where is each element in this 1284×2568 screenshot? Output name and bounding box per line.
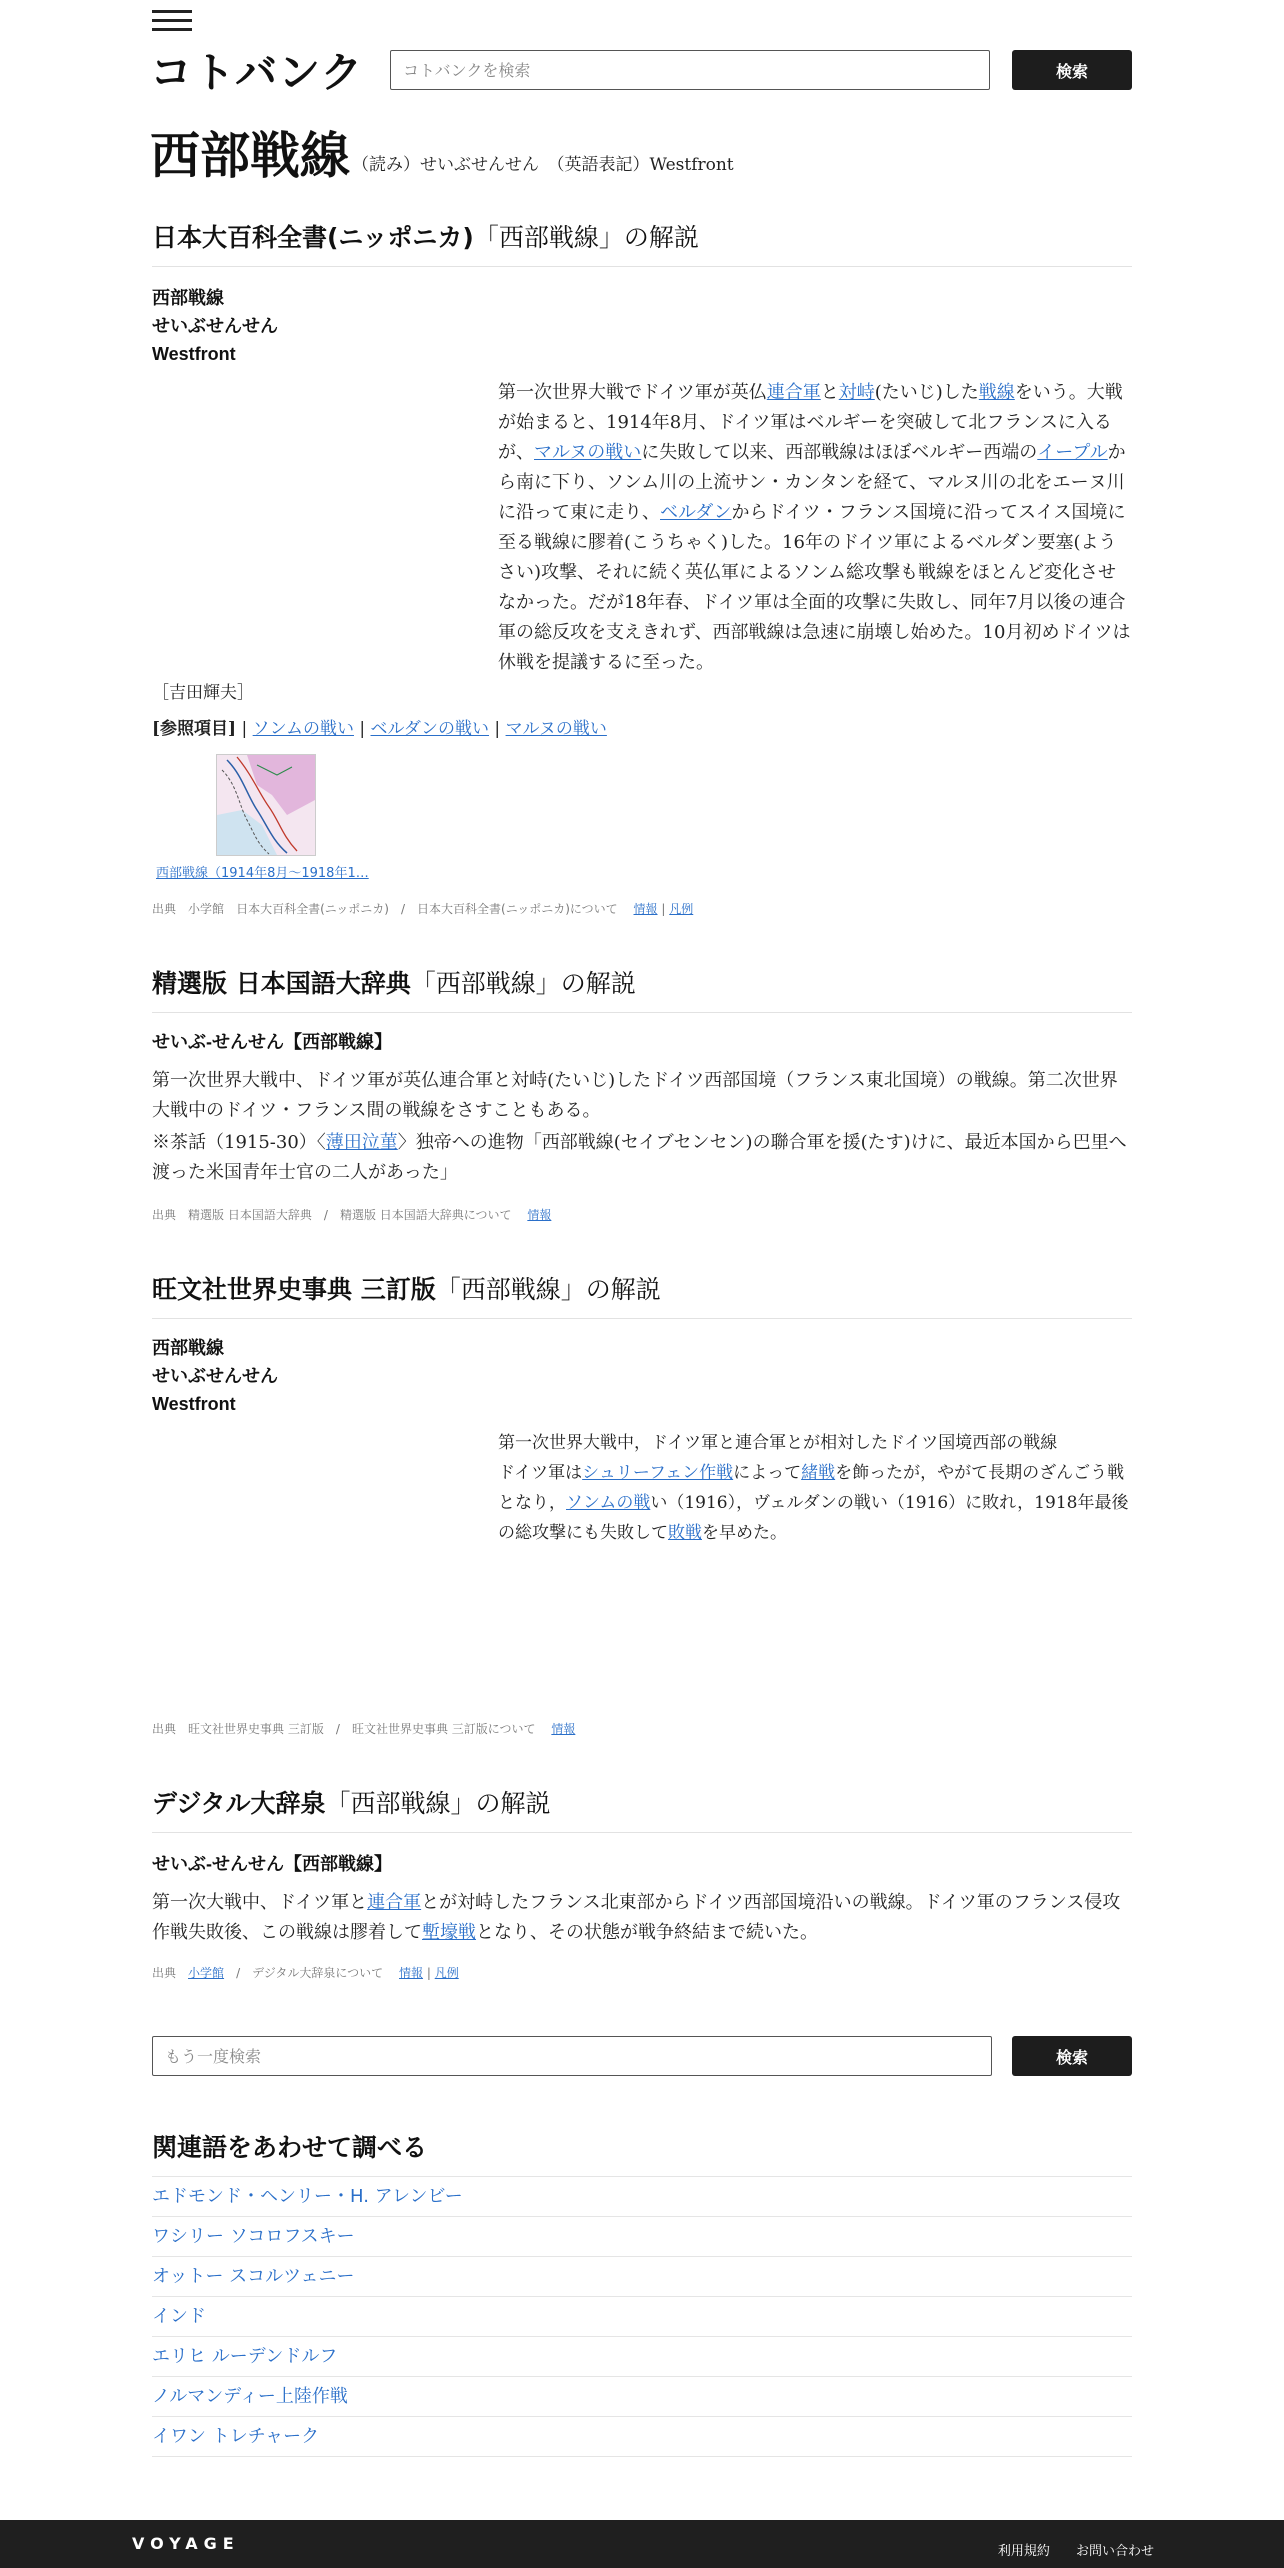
section-title-seisen: 精選版 日本国語大辞典「西部戦線」の解説 xyxy=(152,964,1132,1013)
reading-label: （読み）せいぶせんせん （英語表記）Westfront xyxy=(352,155,734,175)
ref-somme[interactable]: ソンムの戦い xyxy=(252,719,354,739)
link-shosen[interactable]: 緒戦 xyxy=(801,1463,836,1483)
footer-logo[interactable]: VOYAGE xyxy=(132,2534,240,2553)
link-schlieffen[interactable]: シュリーフェン作戦 xyxy=(582,1463,734,1483)
footer-link-contact[interactable]: お問い合わせ xyxy=(1075,2544,1154,2559)
link-marne[interactable]: マルヌの戦い xyxy=(534,442,642,463)
source-line-nipponica: 出典 小学館 日本大百科全書(ニッポニカ) / 日本大百科全書(ニッポニカ)について 情報 | 凡例 xyxy=(152,902,694,916)
related-item[interactable]: インド xyxy=(152,2297,1132,2337)
section-title-nipponica: 日本大百科全書(ニッポニカ)「西部戦線」の解説 xyxy=(152,218,1132,267)
related-item[interactable]: ワシリー ソコロフスキー xyxy=(152,2217,1132,2257)
related-item[interactable]: イワン トレチャーク xyxy=(152,2417,1132,2457)
entry-reading: せいぶせんせん xyxy=(152,316,278,336)
entry-head: 西部戦線 xyxy=(152,288,224,308)
link-rengougun[interactable]: 連合軍 xyxy=(766,382,821,403)
ref-verdun[interactable]: ベルダンの戦い xyxy=(370,719,490,739)
info-link[interactable]: 情報 xyxy=(551,1722,576,1736)
seisen-quote: ※茶話（1915‐30）〈薄田泣菫〉独帝への進物「西部戦線(セイブセンセン)の聯合軍を援(たす)けに、最近本国から巴里へ渡った米国青年士官の二人があった」 xyxy=(152,1132,1127,1183)
bottom-search-button[interactable]: 検索 xyxy=(1012,2036,1132,2076)
info-link[interactable]: 情報 xyxy=(527,1208,552,1222)
obunsha-body: ドイツ軍はシュリーフェン作戦によって緒戦を飾ったが，やがて長期のざんごう戦となり，ソンムの戦い（1916），ヴェルダンの戦い（1916）に敗れ，1918年最後の総攻撃にも失敗して敗戦を早めた。 xyxy=(498,1463,1129,1543)
footer xyxy=(0,2520,1284,2568)
hamburger-menu-icon[interactable] xyxy=(152,10,192,32)
legend-link[interactable]: 凡例 xyxy=(669,902,694,916)
link-ypres[interactable]: イープル xyxy=(1037,442,1108,463)
nipponica-body: 第一次世界大戦でドイツ軍が英仏連合軍と対峙(たいじ)した戦線をいう。大戦が始まると、1914年8月、ドイツ軍はベルギーを突破して北フランスに入るが、マルヌの戦いに失敗して以来、西部戦線はほぼベルギー西端のイープルから南に下り、ソンム川の上流サン・カンタンを経て、マルヌ川の北をエーヌ川に沿って東に走り、ベルダンからドイツ・フランス国境に沿ってスイス国境に至る戦線に膠着(こうちゃく)した。16年のドイツ軍によるベルダン要塞(ようさい)攻撃、それに続く英仏軍によるソンム総攻撃も戦線をほとんど変化させなかった。だが18年春、ドイツ軍は全面的攻撃に失敗し、同年7月以後の連合軍の総反攻を支えきれず、西部戦線は急速に崩壊し始めた。10月初めドイツは休戦を提議するに至った。 xyxy=(498,382,1131,673)
page-title: 西部戦線 xyxy=(150,127,350,185)
search-input[interactable] xyxy=(390,50,990,90)
source-line-seisen: 出典 精選版 日本国語大辞典 / 精選版 日本国語大辞典について 情報 xyxy=(152,1208,552,1222)
map-thumbnail[interactable] xyxy=(216,754,316,856)
section-title-digital: デジタル大辞泉「西部戦線」の解説 xyxy=(152,1784,1132,1833)
entry-head: せいぶ‐せんせん【西部戦線】 xyxy=(152,1854,392,1874)
section-title-obunsha: 旺文社世界史事典 三訂版「西部戦線」の解説 xyxy=(152,1270,1132,1319)
site-logo[interactable]: コトバンク xyxy=(150,48,364,97)
link-rengougun-2[interactable]: 連合軍 xyxy=(367,1892,422,1913)
author: ［吉田輝夫］ xyxy=(152,683,254,703)
entry-head: せいぶ‐せんせん【西部戦線】 xyxy=(152,1032,392,1052)
footer-link-terms[interactable]: 利用規約 xyxy=(997,2544,1050,2559)
legend-link[interactable]: 凡例 xyxy=(434,1966,459,1980)
source-line-obunsha: 出典 旺文社世界史事典 三訂版 / 旺文社世界史事典 三訂版について 情報 xyxy=(152,1722,576,1736)
entry-head: 西部戦線 xyxy=(152,1338,224,1358)
related-item[interactable]: エリヒ ルーデンドルフ xyxy=(152,2337,1132,2377)
related-refs: [参照項目] | ソンムの戦い | ベルダンの戦い | マルヌの戦い xyxy=(152,719,607,739)
ref-marne[interactable]: マルヌの戦い xyxy=(505,719,607,739)
link-sensen[interactable]: 戦線 xyxy=(978,382,1015,403)
related-item[interactable]: オットー スコルツェニー xyxy=(152,2257,1132,2297)
seisen-body: 第一次世界大戦中、ドイツ軍が英仏連合軍と対峙(たいじ)したドイツ西部国境（フランス東北国境）の戦線。第二次世界大戦中のドイツ・フランス間の戦線をさすこともある。 xyxy=(152,1070,1118,1121)
link-haisen[interactable]: 敗戦 xyxy=(668,1523,702,1543)
source-line-digital: 出典 小学館 / デジタル大辞泉について 情報 | 凡例 xyxy=(152,1966,459,1980)
related-list xyxy=(152,2176,1132,2457)
info-link[interactable]: 情報 xyxy=(399,1966,424,1980)
link-zangousen[interactable]: 塹壕戦 xyxy=(422,1922,476,1943)
obunsha-line1: 第一次世界大戦中，ドイツ軍と連合軍とが相対したドイツ国境西部の戦線 xyxy=(498,1433,1058,1453)
entry-english: Westfront xyxy=(152,1394,236,1414)
related-item[interactable]: ノルマンディー上陸作戦 xyxy=(152,2377,1132,2417)
info-link[interactable]: 情報 xyxy=(633,902,658,916)
related-item[interactable]: エドモンド・ヘンリー・H. アレンビー xyxy=(152,2177,1132,2217)
footer-links xyxy=(976,2540,1154,2559)
publisher-link[interactable]: 小学館 xyxy=(188,1966,225,1980)
link-somme-battle[interactable]: ソンムの戦 xyxy=(566,1493,651,1513)
link-susukida[interactable]: 薄田泣菫 xyxy=(325,1132,398,1153)
related-title: 関連語をあわせて調べる xyxy=(152,2133,428,2162)
search-button[interactable]: 検索 xyxy=(1012,50,1132,90)
bottom-search-input[interactable] xyxy=(152,2036,992,2076)
entry-reading: せいぶせんせん xyxy=(152,1366,278,1386)
link-taiji[interactable]: 対峙 xyxy=(838,382,875,403)
link-verdun[interactable]: ベルダン xyxy=(660,502,732,523)
digital-body: 第一次大戦中、ドイツ軍と連合軍とが対峙したフランス北東部からドイツ西部国境沿いの戦線。ドイツ軍のフランス侵攻作戦失敗後、この戦線は膠着して塹壕戦となり、その状態が戦争終結まで続いた。 xyxy=(152,1892,1121,1943)
entry-english: Westfront xyxy=(152,344,236,364)
image-caption[interactable]: 西部戦線（1914年8月～1918年1… xyxy=(156,866,369,881)
